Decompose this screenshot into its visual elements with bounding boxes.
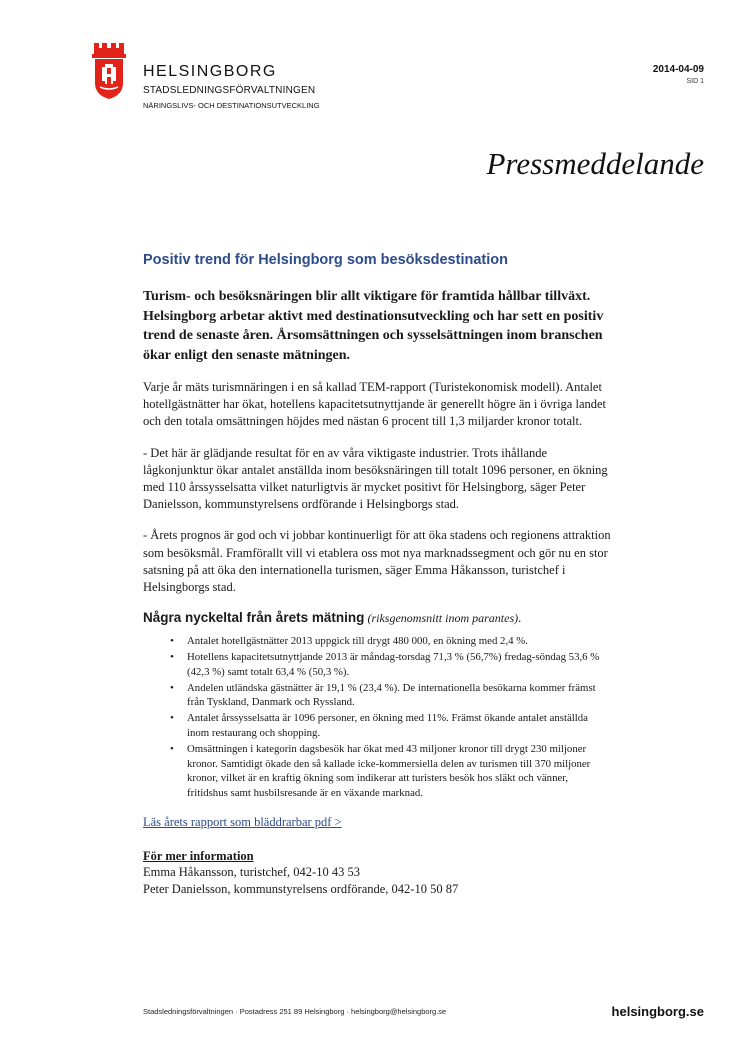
headline: Positiv trend för Helsingborg som besöksdestination <box>143 252 508 268</box>
org-name: HELSINGBORG <box>143 63 277 80</box>
org-department: STADSLEDNINGSFÖRVALTNINGEN <box>143 85 316 96</box>
kpi-list <box>143 634 613 801</box>
kpi-note: (riksgenomsnitt inom parantes) <box>367 611 519 626</box>
contact-heading: För mer information <box>143 849 254 863</box>
helsingborg-crest-icon <box>92 43 126 99</box>
article-body <box>143 287 613 898</box>
paragraph: - Årets prognos är god och vi jobbar kontinuerligt för att öka stadens och regionens attraktion som besöksmål. Framförallt vill vi etablera oss mot nya marknadssegment och gör nu en stor satsning på att öka den internationella turismen, säger Emma Håkansson, turistchef i Helsingborgs stad. <box>143 528 611 595</box>
list-item: • Antalet hotellgästnätter 2013 uppgick till drygt 480 000, en ökning med 2,4 %. <box>187 634 613 649</box>
contact-line: Peter Danielsson, kommunstyrelsens ordförande, 042-10 50 87 <box>143 882 459 896</box>
footer-website: helsingborg.se <box>611 1004 704 1019</box>
footer-address: Stadsledningsförvaltningen · Postadress 251 89 Helsingborg · helsingborg@helsingborg.se <box>143 1007 447 1016</box>
ingress: Turism- och besöksnäringen blir allt viktigare för framtida hållbar tillväxt. Helsingborg arbetar aktivt med destinationsutveckling och har sett en positiv trend de senaste åren. Årsomsättningen och sysselsättningen inom branschen ökar enligt den senaste mätningen. <box>143 289 604 363</box>
report-pdf-link[interactable]: Läs årets rapport som bläddrarbar pdf > <box>143 815 342 829</box>
paragraph: - Det här är glädjande resultat för en av våra viktigaste industrier. Trots ihållande lågkonjunktur ökar antalet anställda inom besöksnäringen till totalt 1096 personer, en ökning med 110 årssysselsatta vilket naturligtvis är mycket positivt för Helsingborg, säger Peter Danielsson, kommunstyrelsens ordförande i Helsingborgs stad. <box>143 445 608 512</box>
kpi-note-suffix: . <box>518 611 522 626</box>
list-item: • Andelen utländska gästnätter är 19,1 % (23,4 %). De internationella besökarna kommer främst från Tyskland, Danmark och Ryssland. <box>187 681 613 711</box>
page-number: SID 1 <box>686 78 704 85</box>
list-item: • Omsättningen i kategorin dagsbesök har ökat med 43 miljoner kronor till drygt 230 miljoner kronor. Samtidigt ökade den så kallade icke-kommersiella delen av turismen till 370 miljoner kronor, vilket är en kraftig ökning som indikerar att turisters besök hos släkt och vänner, fritidshus samt husbilsresande är en växande marknad. <box>187 742 613 801</box>
document-type: Pressmeddelande <box>486 146 704 181</box>
kpi-heading-line <box>143 610 613 626</box>
document-date: 2014-04-09 <box>652 64 704 75</box>
kpi-heading: Några nyckeltal från årets mätning <box>143 610 365 626</box>
org-unit: NÄRINGSLIVS- OCH DESTINATIONSUTVECKLING <box>143 101 320 110</box>
contact-line: Emma Håkansson, turistchef, 042-10 43 53 <box>143 865 360 879</box>
paragraph: Varje år mäts turismnäringen i en så kallad TEM-rapport (Turistekonomisk modell). Antalet hotellgästnätter har ökat, hotellens kapacitetsutnyttjande är generellt högre än i övriga landet och den totala omsättningen höjdes med nästan 6 procent till 1,3 miljarder kronor totalt. <box>143 380 607 429</box>
list-item: • Hotellens kapacitetsutnyttjande 2013 är måndag-torsdag 71,3 % (56,7%) fredag-söndag 53,6 % (42,3 %) samt totalt 63,4 % (50,3 %). <box>187 650 613 680</box>
list-item: • Antalet årssysselsatta är 1096 personer, en ökning med 11%. Främst ökande antalet anställda inom restaurang och shopping. <box>187 711 613 741</box>
